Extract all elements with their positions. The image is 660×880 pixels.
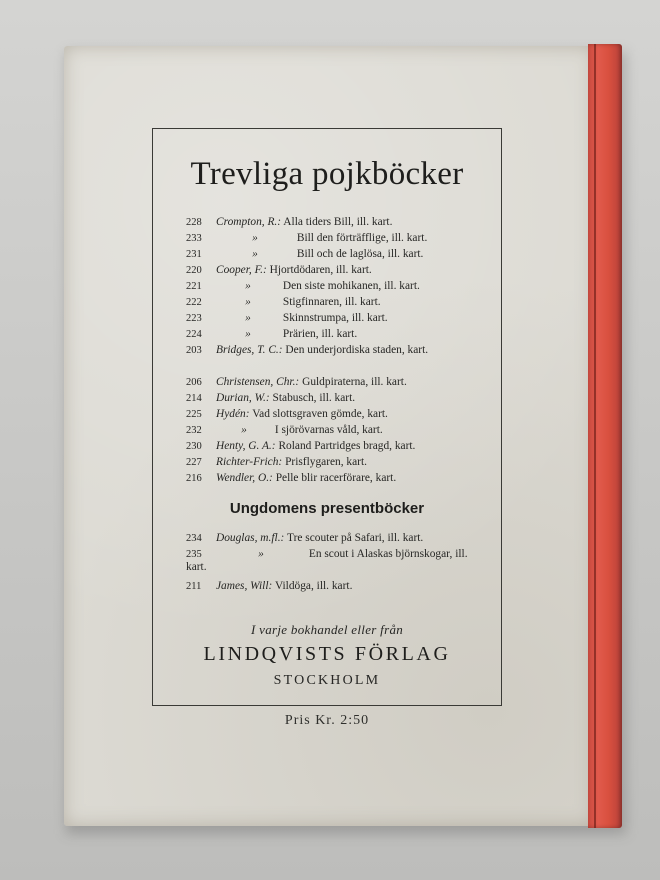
book-number: 224 — [186, 329, 202, 340]
book-number: 227 — [186, 457, 202, 468]
book-number: 216 — [186, 473, 202, 484]
book-title: Stigfinnaren, ill. kart. — [282, 296, 381, 308]
book-number: 221 — [186, 281, 202, 292]
book-number: 225 — [186, 409, 202, 420]
book-number: 233 — [186, 233, 202, 244]
book-row — [186, 344, 476, 357]
book-author: Richter-Frich: — [216, 456, 283, 468]
book-title: Bill och de laglösa, ill. kart. — [296, 248, 424, 260]
book-number: 235 — [186, 549, 202, 560]
book-row — [186, 248, 476, 261]
book-author: Henty, G. A.: — [216, 440, 276, 452]
book-author: » — [241, 424, 247, 436]
book-title: En scout i Alaskas björnskogar, ill. kart. — [186, 548, 468, 573]
book-title: Den underjordiska staden, kart. — [285, 344, 429, 356]
book-author: » — [245, 280, 251, 292]
book-row — [186, 392, 476, 405]
book-title: Stabusch, ill. kart. — [272, 392, 356, 404]
section-subtitle: Ungdomens presentböcker — [229, 500, 425, 517]
book-row — [186, 424, 476, 437]
book-number: 231 — [186, 249, 202, 260]
book-row — [186, 296, 476, 309]
book-number: 230 — [186, 441, 202, 452]
book-author: » — [245, 296, 251, 308]
spine-groove — [594, 44, 596, 828]
publisher-city: STOCKHOLM — [273, 673, 381, 688]
book-title: Guldpiraterna, ill. kart. — [302, 376, 407, 388]
book-row — [186, 532, 476, 545]
book-author: » — [245, 328, 251, 340]
book-row — [186, 456, 476, 469]
book-number: 203 — [186, 345, 202, 356]
book-row — [186, 280, 476, 293]
publisher-name: LINDQVISTS FÖRLAG — [203, 643, 451, 665]
book-author: » — [252, 232, 258, 244]
book-author: Wendler, O.: — [216, 472, 273, 484]
book-title: Alla tiders Bill, ill. kart. — [283, 216, 393, 228]
book-row — [186, 376, 476, 389]
book-row — [186, 472, 476, 485]
book-author: Durian, W.: — [216, 392, 270, 404]
book-author: Bridges, T. C.: — [216, 344, 283, 356]
book-title: Prärien, ill. kart. — [282, 328, 358, 340]
book-author: Cooper, F.: — [216, 264, 267, 276]
book-title: Pelle blir racerförare, kart. — [275, 472, 397, 484]
book-author: Christensen, Chr.: — [216, 376, 300, 388]
book-row — [186, 264, 476, 277]
book-row — [186, 232, 476, 245]
book-row — [186, 328, 476, 341]
book-author: Douglas, m.fl.: — [216, 532, 285, 544]
book-title: Bill den förträfflige, ill. kart. — [296, 232, 428, 244]
book-title: Hjortdödaren, ill. kart. — [269, 264, 372, 276]
price-label: Pris Kr. 2:50 — [284, 713, 370, 728]
book-number: 228 — [186, 217, 202, 228]
book-row — [186, 216, 476, 229]
book-title: Roland Partridges bragd, kart. — [278, 440, 416, 452]
book-author: James, Will: — [216, 580, 273, 592]
book-number: 214 — [186, 393, 202, 404]
book-number: 211 — [186, 581, 202, 592]
book-title: Prisflygaren, kart. — [285, 456, 367, 468]
cover-title: Trevliga pojkböcker — [190, 156, 464, 192]
book-number: 206 — [186, 377, 202, 388]
book-row — [186, 440, 476, 453]
book-author: » — [252, 248, 258, 260]
book-title: Skinnstrumpa, ill. kart. — [282, 312, 388, 324]
book-author: Hydén: — [216, 408, 250, 420]
book-title: Vad slottsgraven gömde, kart. — [252, 408, 388, 420]
book-title: Den siste mohikanen, ill. kart. — [282, 280, 420, 292]
book-number: 220 — [186, 265, 202, 276]
book-row — [186, 548, 476, 574]
retail-note: I varje bokhandel eller från — [250, 622, 404, 637]
book-title: I sjörövarnas våld, kart. — [274, 424, 383, 436]
book-author: » — [245, 312, 251, 324]
book-title: Tre scouter på Safari, ill. kart. — [287, 532, 424, 544]
book-row — [186, 580, 476, 593]
book-row — [186, 408, 476, 421]
book-number: 222 — [186, 297, 202, 308]
book-author: Crompton, R.: — [216, 216, 282, 228]
book-number: 223 — [186, 313, 202, 324]
book-row — [186, 312, 476, 325]
book-number: 234 — [186, 533, 202, 544]
book-title: Vildöga, ill. kart. — [274, 580, 353, 592]
book-author: » — [258, 548, 264, 560]
book-number: 232 — [186, 425, 202, 436]
